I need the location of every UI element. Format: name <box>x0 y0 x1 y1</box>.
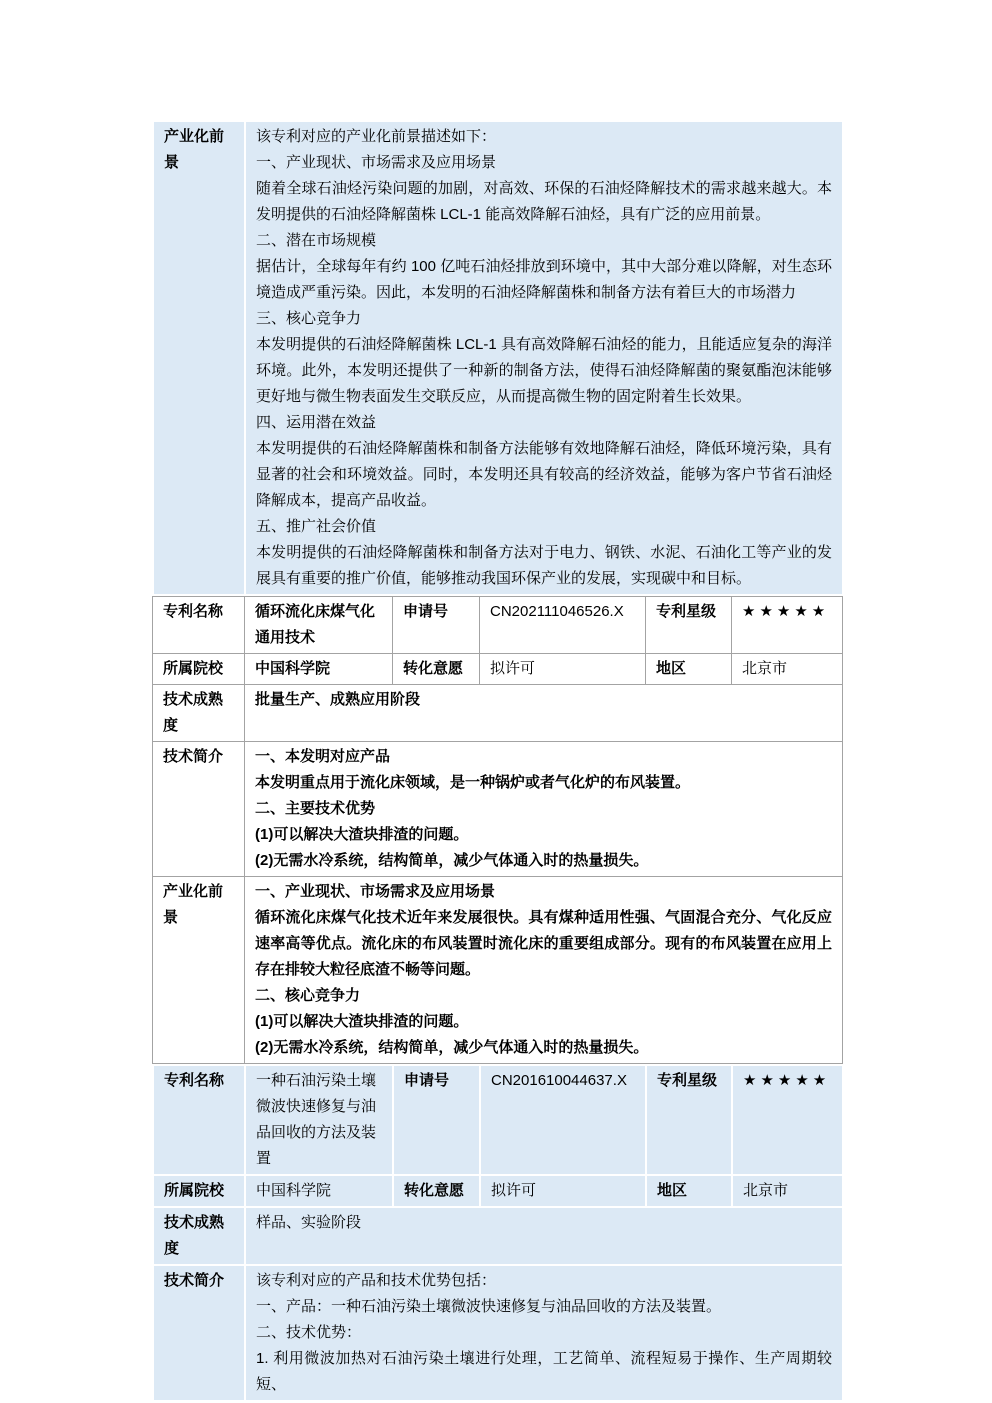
star-rating-label: 专利星级 <box>646 1065 732 1175</box>
region-value: 北京市 <box>732 1175 843 1207</box>
paragraph: 一、产品：一种石油污染土壤微波快速修复与油品回收的方法及装置。 <box>256 1298 722 1315</box>
star-rating-value: ★★★★★ <box>732 597 843 654</box>
patent1-table <box>152 120 844 596</box>
paragraph: (1)可以解决大渣块排渣的问题。 <box>255 826 469 843</box>
paragraph: 四、运用潜在效益 <box>256 414 377 431</box>
patent-tables <box>152 120 842 1402</box>
tech-brief-content <box>245 742 843 877</box>
transfer-intent-value: 拟许可 <box>480 1175 646 1207</box>
paragraph: 二、主要技术优势 <box>255 800 376 817</box>
industrialization-label: 产业化前景 <box>153 877 245 1064</box>
application-no-value: CN201610044637.X <box>480 1065 646 1175</box>
paragraph: 一、产业现状、市场需求及应用场景 <box>256 154 497 171</box>
paragraph: 三、核心竞争力 <box>256 310 362 327</box>
table-row <box>153 654 843 685</box>
paragraph: 本发明提供的石油烃降解菌株和制备方法能够有效地降解石油烃，降低环境污染，具有显著的社会和环境效益。同时，本发明还具有较高的经济效益，能够为客户节省石油烃降解成本，提高产品收益。 <box>256 440 833 509</box>
paragraph: 二、潜在市场规模 <box>256 232 377 249</box>
paragraph: 本发明提供的石油烃降解菌株和制备方法对于电力、钢铁、水泥、石油化工等产业的发展具有重要的推广价值，能够推动我国环保产业的发展，实现碳中和目标。 <box>256 544 833 587</box>
paragraph: (2)无需水冷系统，结构简单，减少气体通入时的热量损失。 <box>255 1039 649 1056</box>
transfer-intent-label: 转化意愿 <box>393 654 480 685</box>
paragraph: 该专利对应的产业化前景描述如下： <box>256 128 497 145</box>
table-row <box>153 877 843 1064</box>
patent-name-value: 一种石油污染土壤微波快速修复与油品回收的方法及装置 <box>245 1065 393 1175</box>
institution-value: 中国科学院 <box>245 1175 393 1207</box>
paragraph: (1)可以解决大渣块排渣的问题。 <box>255 1013 469 1030</box>
paragraph: 本发明重点用于流化床领域，是一种锅炉或者气化炉的布风装置。 <box>255 774 691 791</box>
paragraph: 据估计，全球每年有约 100 亿吨石油烃排放到环境中，其中大部分难以降解，对生态环境造成严重污染。因此，本发明的石油烃降解菌株和制备方法有着巨大的市场潜力 <box>256 258 833 301</box>
industrialization-label: 产业化前景 <box>153 121 245 595</box>
region-label: 地区 <box>646 654 732 685</box>
paragraph: 二、核心竞争力 <box>255 987 361 1004</box>
patent-name-label: 专利名称 <box>153 1065 245 1175</box>
table-row <box>153 1265 843 1401</box>
region-label: 地区 <box>646 1175 732 1207</box>
paragraph: 一、产业现状、市场需求及应用场景 <box>255 883 496 900</box>
table-row <box>153 1207 843 1265</box>
paragraph: 二、技术优势： <box>256 1324 362 1341</box>
paragraph: 一、本发明对应产品 <box>255 748 391 765</box>
star-rating-label: 专利星级 <box>646 597 732 654</box>
maturity-value: 样品、实验阶段 <box>245 1207 843 1265</box>
institution-label: 所属院校 <box>153 654 245 685</box>
application-no-label: 申请号 <box>393 597 480 654</box>
maturity-label: 技术成熟度 <box>153 1207 245 1265</box>
table-row <box>153 685 843 742</box>
table-row <box>153 121 843 595</box>
table-row <box>153 1175 843 1207</box>
paragraph: 循环流化床煤气化技术近年来发展很快。具有煤种适用性强、气固混合充分、气化反应速率高等优点。流化床的布风装置时流化床的重要组成部分。现有的布风装置在应用上存在排较大粒径底渣不畅等问题。 <box>255 909 832 978</box>
transfer-intent-label: 转化意愿 <box>393 1175 480 1207</box>
transfer-intent-value: 拟许可 <box>480 654 646 685</box>
patent2-table <box>152 596 843 1064</box>
table-row <box>153 742 843 877</box>
tech-brief-label: 技术简介 <box>153 742 245 877</box>
region-value: 北京市 <box>732 654 843 685</box>
table-row <box>153 597 843 654</box>
patent-name-value: 循环流化床煤气化通用技术 <box>245 597 393 654</box>
paragraph: 随着全球石油烃污染问题的加剧，对高效、环保的石油烃降解技术的需求越来越大。本发明提供的石油烃降解菌株 LCL-1 能高效降解石油烃，具有广泛的应用前景。 <box>256 180 833 223</box>
institution-value: 中国科学院 <box>245 654 393 685</box>
patent-name-label: 专利名称 <box>153 597 245 654</box>
institution-label: 所属院校 <box>153 1175 245 1207</box>
industrialization-content <box>245 121 843 595</box>
patent3-table <box>152 1064 844 1402</box>
application-no-value: CN202111046526.X <box>480 597 646 654</box>
paragraph: 五、推广社会价值 <box>256 518 377 535</box>
star-rating-value: ★★★★★ <box>732 1065 843 1175</box>
paragraph: 该专利对应的产品和技术优势包括： <box>256 1272 497 1289</box>
maturity-value: 批量生产、成熟应用阶段 <box>245 685 843 742</box>
application-no-label: 申请号 <box>393 1065 480 1175</box>
table-row <box>153 1065 843 1175</box>
paragraph: 本发明提供的石油烃降解菌株 LCL-1 具有高效降解石油烃的能力，且能适应复杂的海洋环境。此外，本发明还提供了一种新的制备方法，使得石油烃降解菌的聚氨酯泡沫能够更好地与微生物表面发生交联反应，从而提高微生物的固定附着生长效果。 <box>256 336 833 405</box>
maturity-label: 技术成熟度 <box>153 685 245 742</box>
paragraph: 1. 利用微波加热对石油污染土壤进行处理，工艺简单、流程短易于操作、生产周期较短、 <box>256 1350 832 1393</box>
tech-brief-content <box>245 1265 843 1401</box>
tech-brief-label: 技术简介 <box>153 1265 245 1401</box>
industrialization-content <box>245 877 843 1064</box>
paragraph: (2)无需水冷系统，结构简单，减少气体通入时的热量损失。 <box>255 852 649 869</box>
